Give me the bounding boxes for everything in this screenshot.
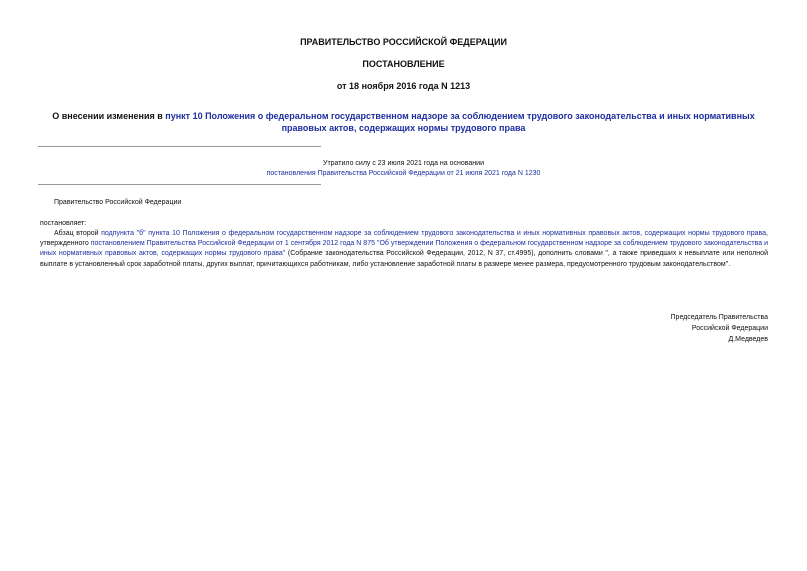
subparagraph-link[interactable]: подпункта "б" пункта 10 Положения о федеральном государственном надзоре за соблюдением трудового законодательства и иных нормативных правовых актов, содержащих нормы трудового права: [101, 230, 767, 237]
subject-prefix: О внесении изменения в: [52, 111, 166, 121]
government-title: ПРАВИТЕЛЬСТВО РОССИЙСКОЙ ФЕДЕРАЦИИ: [300, 37, 507, 47]
document-type: ПОСТАНОВЛЕНИЕ: [362, 59, 445, 69]
document-date-number: от 18 ноября 2016 года N 1213: [336, 81, 471, 91]
paragraph-end: (Собрание законодательства Российской Федерации, 2012, N 37, ст.4995), дополнить словами ", а также приведших к невыплате или неполной выплате в установленный срок заработной платы, других выплат, причитающихся работникам, либо установление заработной платы в размере менее размера, предусмотренного трудовым законодательством".: [40, 250, 768, 268]
repeal-decree-link[interactable]: постановления Правительства Российской Федерации от 21 июля 2021 года N 1230: [266, 170, 541, 177]
status-line: Утратило силу с 23 июля 2021 года на основании: [323, 160, 484, 167]
main-paragraph: [40, 229, 768, 270]
signature-name: Д.Медведев: [728, 336, 768, 343]
decrees-label: постановляет:: [40, 220, 87, 227]
signature-title: Председатель Правительства: [670, 314, 768, 321]
decree-875-link[interactable]: постановлением Правительства Российской Федерации от 1 сентября 2012 года N 875 "Об утверждении Положения о федеральном государственном надзоре за соблюдением трудового законодательства и иных нормативных правовых актов, содержащих нормы трудового права": [40, 240, 769, 258]
document-subject: [40, 110, 767, 134]
status-link-wrap: [0, 169, 807, 179]
divider-bottom: [38, 184, 321, 185]
government-name: Правительство Российской Федерации: [54, 199, 182, 206]
subject-link[interactable]: пункт 10 Положения о федеральном государственном надзоре за соблюдением трудового законодательства и иных нормативных правовых актов, содержащих нормы трудового права: [165, 111, 755, 133]
paragraph-start: Абзац второй: [54, 230, 102, 237]
paragraph-mid: , утвержденного: [40, 230, 768, 248]
divider-top: [38, 146, 321, 147]
signature-org: Российской Федерации: [691, 325, 768, 332]
